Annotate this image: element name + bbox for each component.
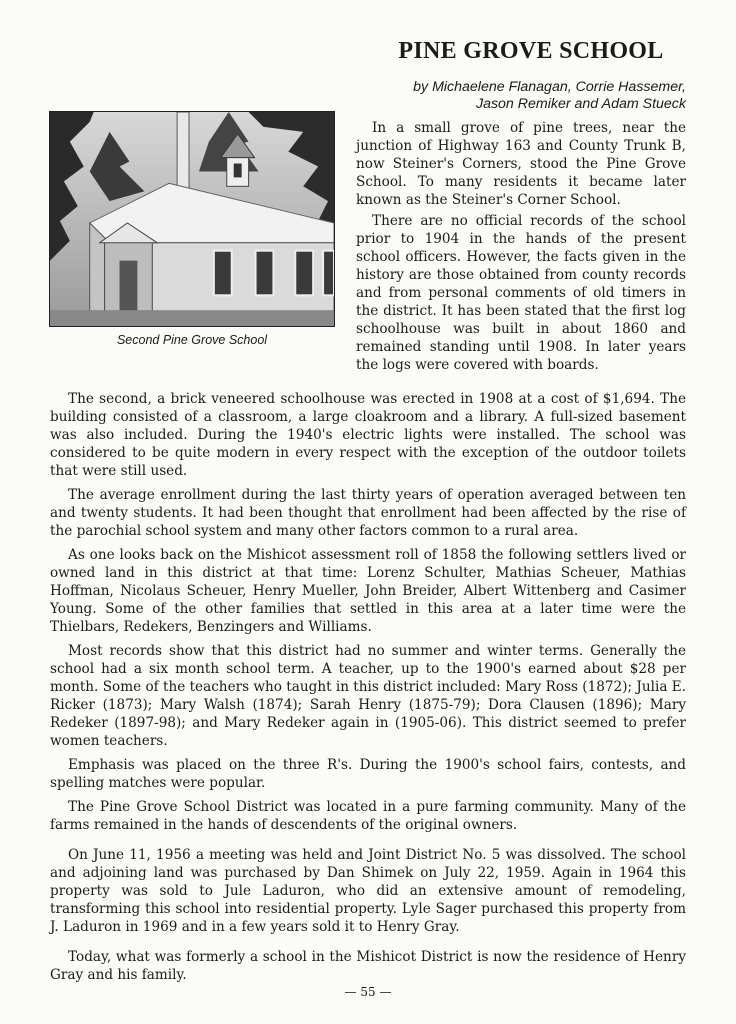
school-photo — [49, 111, 335, 327]
byline-line-2: Jason Remiker and Adam Stueck — [475, 96, 686, 112]
intro-column — [356, 119, 686, 374]
body-paragraph: The second, a brick veneered schoolhouse was erected in 1908 at a cost of $1,694. The building consisted of a classroom, a large cloakroom and a library. A full-sized basement was also included. During the 1940's electric lights were installed. The school was considered to be quite modern in every respect with the exception of the outdoor toilets that were still used. — [50, 391, 686, 479]
page-number: — 55 — — [344, 985, 392, 999]
intro-paragraph: In a small grove of pine trees, near the junction of Highway 163 and County Trunk B, now Steiner's Corners, stood the Pine Grove School. To many residents it became later known as the Steiner's Corner School. — [356, 120, 686, 208]
byline-line-1: by Michaelene Flanagan, Corrie Hassemer, — [413, 79, 686, 95]
body-paragraph: Emphasis was placed on the three R's. During the 1900's school fairs, contests, and spelling matches were popular. — [50, 757, 686, 791]
body-paragraph: Today, what was formerly a school in the Mishicot District is now the residence of Henry Gray and his family. — [50, 949, 686, 983]
body-paragraph: On June 11, 1956 a meeting was held and Joint District No. 5 was dissolved. The school and adjoining land was purchased by Dan Shimek on July 22, 1959. Again in 1964 this property was sold to Jule Laduron, who did an extensive amount of remodeling, transforming this school into residential property. Lyle Sager purchased this property from J. Laduron in 1969 and in a few years sold it to Henry Gray. — [50, 847, 686, 935]
page-title: PINE GROVE SCHOOL — [398, 38, 664, 64]
body-text — [50, 390, 686, 990]
intro-paragraph: There are no official records of the school prior to 1904 in the hands of the present school officers. However, the facts given in the history are those obtained from county records and from personal comments of old timers in the district. It has been stated that the first log schoolhouse was built in about 1860 and remained standing until 1908. In later years the logs were covered with boards. — [356, 213, 686, 373]
body-paragraph: The average enrollment during the last thirty years of operation averaged between ten and twenty students. It had been thought that enrollment had been affected by the rise of the parochial school system and many other factors common to a rural area. — [50, 487, 686, 539]
body-paragraph: Most records show that this district had no summer and winter terms. Generally the school had a six month school term. A teacher, up to the 1900's earned about $28 per month. Some of the teachers who taught in this district included: Mary Ross (1872); Julia E. Ricker (1873); Mary Walsh (1874); Sarah Henry (1875-79); Dora Clausen (1896); Mary Redeker (1897-98); and Mary Redeker again in (1905-06). This district seemed to prefer women teachers. — [50, 643, 686, 749]
photo-caption: Second Pine Grove School — [116, 333, 268, 347]
body-paragraph: As one looks back on the Mishicot assessment roll of 1858 the following settlers lived or owned land in this district at that time: Lorenz Schulter, Mathias Scheuer, Mathias Hoffman, Nicolaus Scheuer, Henry Mueller, John Breider, Albert Wittenberg and Casimer Young. Some of the other families that settled in this area at a later time were the Thielbars, Redekers, Benzingers and Williams. — [50, 547, 686, 635]
byline — [356, 79, 686, 113]
body-paragraph: The Pine Grove School District was located in a pure farming community. Many of the farms remained in the hands of descendents of the original owners. — [50, 799, 686, 833]
